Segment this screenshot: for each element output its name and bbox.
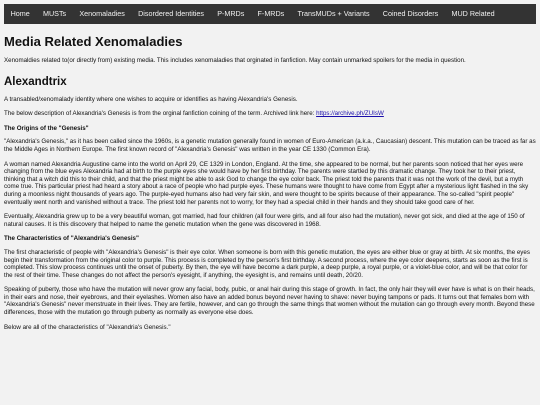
section-heading: Alexandtrix	[4, 75, 67, 88]
main-content	[4, 28, 536, 338]
nav-disordered-identities[interactable]: Disordered Identities	[138, 9, 204, 18]
page-intro: Xenomaldies related to(or directly from) existing media. This includes xenomaladies that orginated in fanfiction. May contain unmarked spoilers for the media in question.	[4, 57, 466, 64]
characteristics-paragraph-2: Speaking of puberty, those who have the mutation will never grow any facial, body, pubic, or anal hair during this stage of growth. In fact, the only hair they will ever have is what is on their heads, in their ears and nose, their eyebrows, and their eyelashes. Women also have an added bonus beyond never having to shave: never buying tampons or pads. It turns out that females born with "Alexandria's Genesis" never menstruate in their lives. They are fertile, however, and can go through the same things that women without the mutation can go through every month. Beyond these differences, those with the mutation go through puberty as normally as everyone else does.	[4, 286, 535, 317]
nav-coined-disorders[interactable]: Coined Disorders	[382, 9, 439, 18]
nav-home[interactable]: Home	[10, 9, 30, 18]
source-text: The below description of Alexandria's Genesis is from the orginal fanfiction coining of the term. Archived link here:	[4, 110, 317, 118]
characteristics-paragraph-1: The first characteristic of people with "Alexandria's Genesis" is their eye color. When someone is born with this genetic mutation, the eyes are either blue or gray at birth. At six months, the eyes begin their transformation from the original color to purple. This process is completed by the person's first birthday. A second process, where the eye color deepens, starts as soon as the first is completed. This slow process continues until the onset of puberty. By then, the eye will have become a dark purple, a deep purple, a royal purple, or a violet-blue color, and will be that color for the rest of their time. These changes do not affect the person's eyesight, if anything, the eyesight is, and remains until death, 20/20.	[4, 248, 530, 279]
nav-transmuds-variants[interactable]: TransMUDs + Variants	[297, 9, 370, 18]
archive-link[interactable]: https://archive.ph/ZUIsW	[316, 110, 384, 118]
nav-f-mrds[interactable]: F-MRDs	[257, 9, 285, 18]
origins-paragraph-3: Eventually, Alexandria grew up to be a very beautiful woman, got married, had four children (all four were girls, and all four also had the mutation), never got sick, and died at the age of 150 of natural causes. It is this discovery that helped to name the genetic mutation when the gene was discovered in 1968.	[4, 213, 525, 228]
origins-paragraph-2: A woman named Alexandria Augustine came into the world on April 29, CE 1329 in London, England. At the time, she appeared to be normal, but her parents soon noticed that her eyes were changing from the blue eyes Alexandria had at birth to the purple eyes she would have by her first birthday. The parents were startled by this dramatic change. They took her to their priest, thinking that a witch did this to their child, and that the priest might be able to ask God to change the eye color back. The priest told the parents that it was not the work of the devil, but a myth come true. This particular priest had heard a story about a race of people who had purple eyes. These humans were thought to have come from Egypt after a mysterious light flashed in the sky during a moonless night thousands of years ago. The purple-eyed humans also had very fair skin, and were thought to be spirits because of their appearance. The so-called "spirit people" eventually went north and vanished without a trace. The priest told her parents not to worry, for they had a special child in their hands and they should take good care of her.	[4, 160, 529, 206]
origins-heading: The Origins of the "Genesis"	[4, 124, 89, 132]
characteristics-paragraph-3: Below are all of the characteristics of "Alexandria's Genesis."	[4, 323, 171, 331]
origins-paragraph-1: "Alexandria's Genesis," as it has been called since the 1960s, is a genetic mutation generally found in women of Euro-American (a.k.a., Caucasian) descent. This mutation can be traced as far as the Middle Ages in Northern Europe. The first known record of "Alexandria's Genesis" was written in the year CE 1330 (Common Era).	[4, 138, 536, 153]
definition-text: A transabled/xenomalady identity where one wishes to acquire or identifies as having Alexandria's Genesis.	[4, 95, 298, 103]
nav-xenomaladies[interactable]: Xenomaladies	[79, 9, 125, 18]
page-title: Media Related Xenomaladies	[4, 34, 183, 49]
nav-musts[interactable]: MUSTs	[42, 9, 67, 18]
characteristics-heading: The Characteristics of "Alexandria's Genesis"	[4, 235, 139, 243]
nav-mud-related[interactable]: MUD Related	[451, 9, 495, 18]
top-nav	[4, 4, 536, 24]
nav-p-mrds[interactable]: P-MRDs	[217, 9, 245, 18]
source-paragraph	[4, 110, 536, 118]
